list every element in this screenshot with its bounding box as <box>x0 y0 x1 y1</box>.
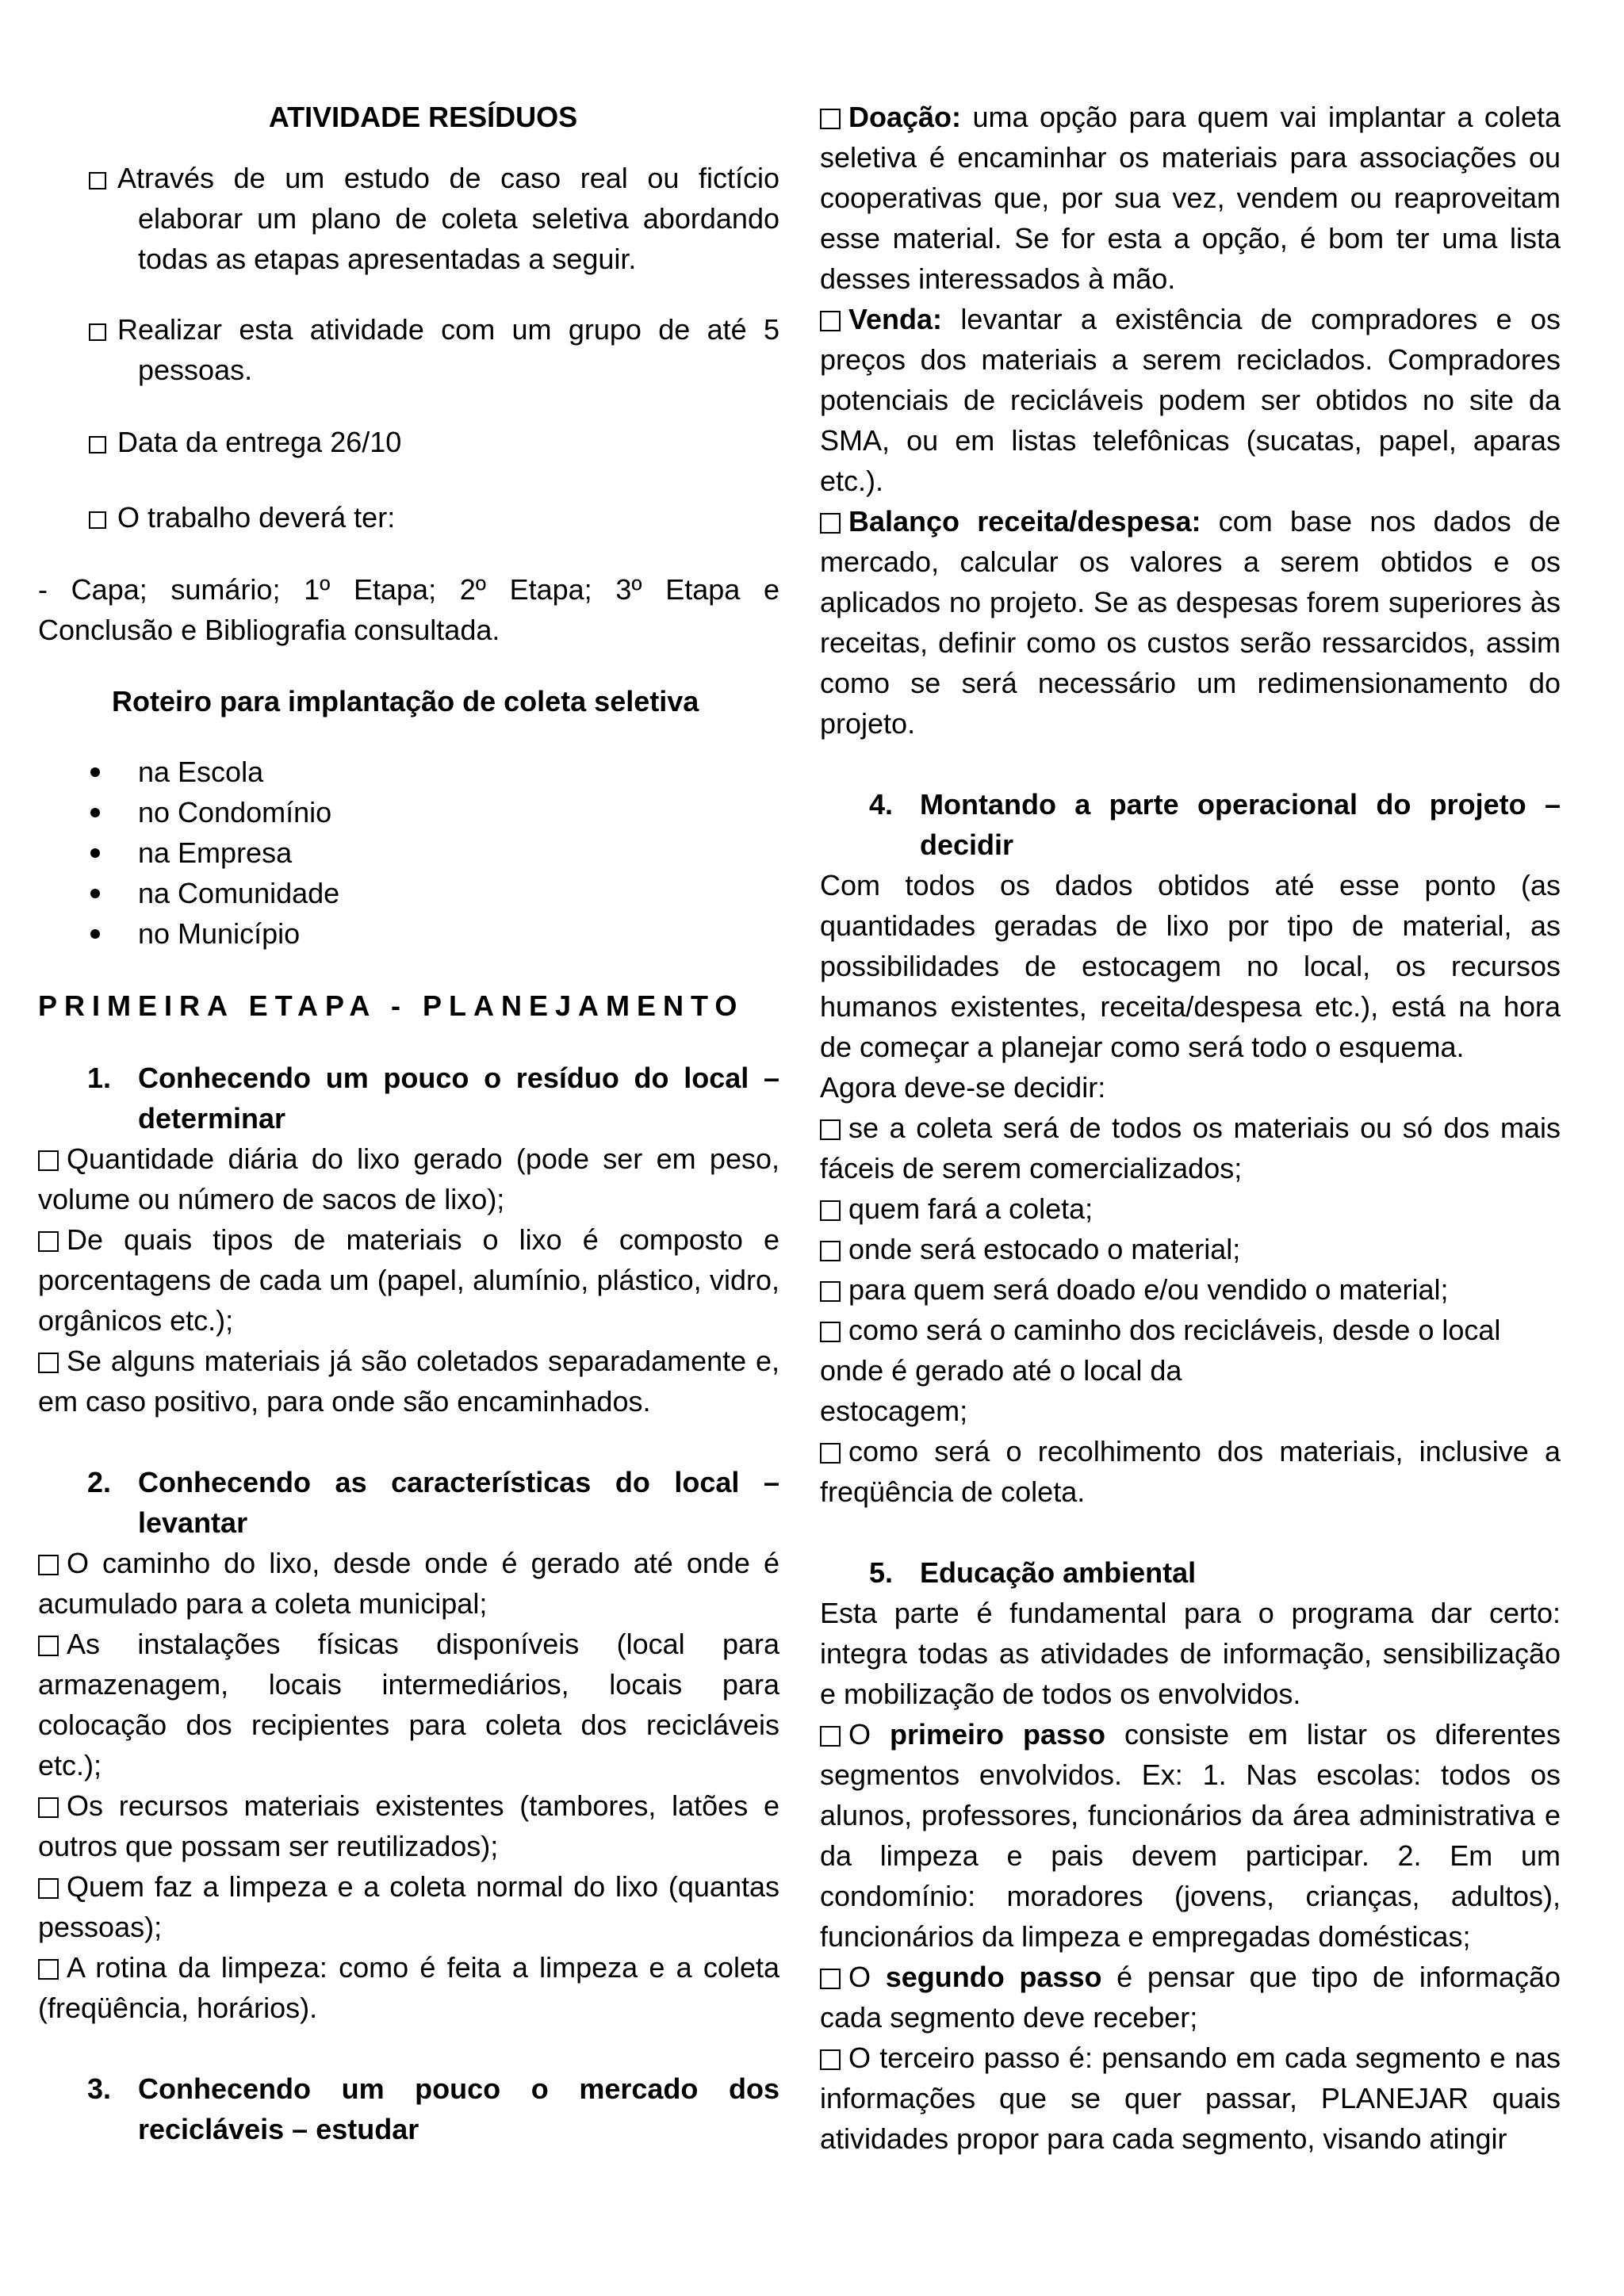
s4-intro: Com todos os dados obtidos até esse ponto (as quantidades geradas de lixo por tipo de material, as possibilidades de estocagem no local, os recursos humanos existentes, receita/despesa etc.), está na hora de começar a planejar como será todo o esquema. <box>820 869 1561 1063</box>
list-item: no Condomínio <box>38 792 779 832</box>
checkbox-icon <box>820 311 841 331</box>
checkbox-icon <box>38 1797 59 1818</box>
checkbox-icon <box>38 1878 59 1899</box>
section-heading: 3. Conhecendo um pouco o mercado dos recicláveis – estudar <box>87 2072 779 2145</box>
doacao-paragraph: Doação: uma opção para quem vai implantar a coleta seletiva é encaminhar os materiais para associações ou cooperativas que, por sua vez, vendem ou reaproveitam esse material. Se for esta a opção, é bom ter uma lista desses interessados à mão. <box>820 101 1561 295</box>
bullet-icon <box>90 808 100 817</box>
list-item: As instalações físicas disponíveis (local para armazenagem, locais intermediários, locais para colocação dos recipientes para coleta dos recicláveis etc.); <box>38 1628 779 1781</box>
primeiro-passo: O primeiro passo consiste em listar os diferentes segmentos envolvidos. Ex: 1. Nas escolas: todos os alunos, professores, funcionários da área administrativa e da limpeza e pais devem participar. 2. Em um condomínio: moradores (jovens, crianças, adultos), funcionários da limpeza e empregadas domésticas; <box>820 1718 1561 1953</box>
checkbox-icon <box>820 109 841 129</box>
right-column <box>820 97 1561 2159</box>
checkbox-icon <box>89 436 106 453</box>
list-item: como será o recolhimento dos materiais, inclusive a freqüência de coleta. <box>820 1435 1561 1508</box>
list-item: na Empresa <box>38 832 779 873</box>
checkbox-icon <box>820 1443 841 1464</box>
list-item: Quantidade diária do lixo gerado (pode ser em peso, volume ou número de sacos de lixo); <box>38 1142 779 1215</box>
task-item: Data da entrega 26/10 <box>38 422 779 462</box>
task-item: Através de um estudo de caso real ou fictício elaborar um plano de coleta seletiva abordando todas as etapas apresentadas a seguir. <box>38 158 779 279</box>
list-item: quem fará a coleta; <box>820 1188 1561 1229</box>
list-item: na Escola <box>38 752 779 792</box>
contents-line: - Capa; sumário; 1º Etapa; 2º Etapa; 3º Etapa e Conclusão e Bibliografia consultada. <box>38 573 779 646</box>
venda-paragraph: Venda: levantar a existência de compradores e os preços dos materiais a serem reciclados. Compradores potenciais de recicláveis podem ser obtidos no site da SMA, ou em listas telefônicas (sucatas, papel, aparas etc.). <box>820 303 1561 497</box>
section-heading: 2. Conhecendo as características do local – levantar <box>87 1466 779 1539</box>
checkbox-icon <box>820 513 841 534</box>
checkbox-icon <box>820 1322 841 1342</box>
list-item: O caminho do lixo, desde onde é gerado até onde é acumulado para a coleta municipal; <box>38 1547 779 1620</box>
checkbox-icon <box>820 1119 841 1140</box>
checkbox-icon <box>38 1353 59 1373</box>
checkbox-icon <box>38 1150 59 1171</box>
list-item: Se alguns materiais já são coletados separadamente e, em caso positivo, para onde são encaminhados. <box>38 1345 779 1418</box>
bullet-icon <box>90 889 100 898</box>
list-item-continuation: estocagem; <box>820 1395 968 1427</box>
checkbox-icon <box>820 1969 841 1989</box>
list-item: no Município <box>38 913 779 954</box>
places-list <box>38 752 779 954</box>
list-item: onde será estocado o material; <box>820 1229 1561 1269</box>
bullet-icon <box>90 848 100 858</box>
checkbox-icon <box>38 1959 59 1980</box>
list-item: para quem será doado e/ou vendido o material; <box>820 1269 1561 1310</box>
balanco-paragraph: Balanço receita/despesa: com base nos dados de mercado, calcular os valores a serem obtidos e os aplicados no projeto. Se as despesas forem superiores às receitas, definir como os custos serão ressarcidos, assim como se será necessário um redimensionamento do projeto. <box>820 505 1561 740</box>
list-item: A rotina da limpeza: como é feita a limpeza e a coleta (freqüência, horários). <box>38 1951 779 2024</box>
bullet-icon <box>90 929 100 939</box>
list-item: se a coleta será de todos os materiais ou só dos mais fáceis de serem comercializados; <box>820 1112 1561 1184</box>
checkbox-icon <box>38 1231 59 1252</box>
section-heading: 1. Conhecendo um pouco o resíduo do local – determinar <box>87 1062 779 1135</box>
task-item: Realizar esta atividade com um grupo de até 5 pessoas. <box>38 309 779 390</box>
checkbox-icon <box>820 1200 841 1221</box>
checkbox-icon <box>38 1636 59 1656</box>
checkbox-icon <box>820 1281 841 1302</box>
terceiro-passo: O terceiro passo é: pensando em cada segmento e nas informações que se quer passar, PLANEJAR quais atividades propor para cada segmento, visando atingir <box>820 2042 1561 2155</box>
bullet-icon <box>90 767 100 777</box>
left-column <box>38 97 779 2149</box>
s5-intro: Esta parte é fundamental para o programa dar certo: integra todas as atividades de informação, sensibilização e mobilização de todos os envolvidos. <box>820 1597 1561 1710</box>
task-item: O trabalho deverá ter: <box>38 497 779 538</box>
checkbox-icon <box>820 2049 841 2070</box>
s4-decide: Agora deve-se decidir: <box>820 1071 1106 1104</box>
checkbox-icon <box>38 1555 59 1575</box>
checkbox-icon <box>820 1726 841 1747</box>
section-heading: 5. Educação ambiental <box>869 1556 1197 1589</box>
checkbox-icon <box>89 511 106 529</box>
list-item: De quais tipos de materiais o lixo é composto e porcentagens de cada um (papel, alumínio, plástico, vidro, orgânicos etc.); <box>38 1223 779 1337</box>
roteiro-title: Roteiro para implantação de coleta seletiva <box>112 685 699 718</box>
checkbox-icon <box>820 1241 841 1261</box>
list-item: como será o caminho dos recicláveis, desde o local onde é gerado até o local da <box>820 1314 1501 1387</box>
checkbox-icon <box>89 172 106 189</box>
list-item: na Comunidade <box>38 873 779 913</box>
section-heading: 4. Montando a parte operacional do projeto – decidir <box>869 788 1561 861</box>
checkbox-icon <box>89 323 106 341</box>
list-item: Os recursos materiais existentes (tambores, latões e outros que possam ser reutilizados); <box>38 1789 779 1862</box>
segundo-passo: O segundo passo é pensar que tipo de informação cada segmento deve receber; <box>820 1961 1561 2034</box>
etapa-title: PRIMEIRA ETAPA - PLANEJAMENTO <box>38 989 745 1022</box>
list-item: Quem faz a limpeza e a coleta normal do lixo (quantas pessoas); <box>38 1870 779 1943</box>
page-title: ATIVIDADE RESÍDUOS <box>268 101 578 133</box>
